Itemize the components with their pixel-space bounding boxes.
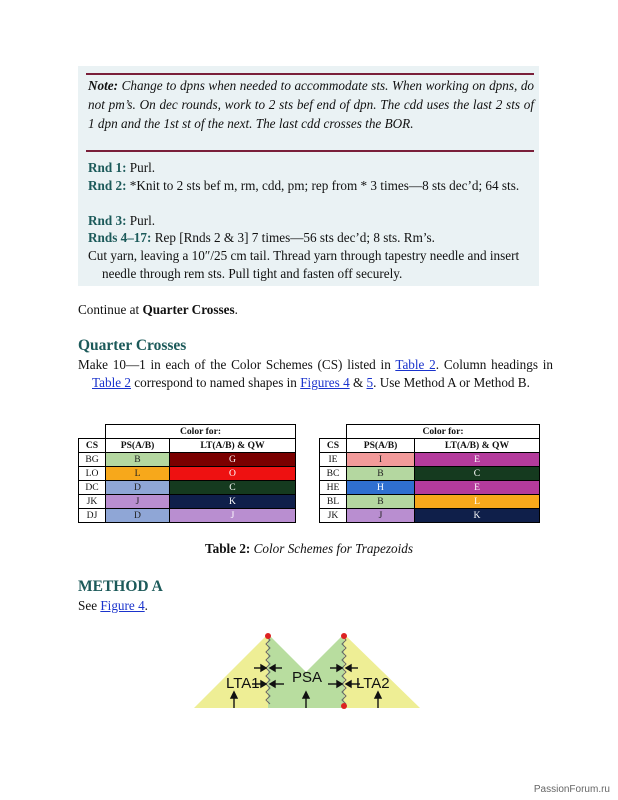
ps-color-cell: D [106, 481, 170, 495]
lt-color-cell: E [415, 481, 540, 495]
table-2-link[interactable]: Table 2 [395, 357, 436, 372]
color-for-header: Color for: [347, 425, 540, 439]
lt-color-cell: K [415, 509, 540, 523]
color-scheme-table-left [78, 424, 296, 523]
color-scheme-row [79, 453, 296, 467]
rounds-4-17 [88, 229, 534, 247]
round-label: Rnd 2: [88, 178, 127, 193]
round-label: Rnd 3: [88, 213, 127, 228]
psa-label: PSA [292, 669, 323, 686]
quarter-crosses-paragraph [78, 356, 553, 392]
lt-header: LT(A/B) & QW [415, 439, 540, 453]
color-scheme-row [320, 453, 540, 467]
method-a-heading: METHOD A [78, 578, 163, 595]
continue-suffix: . [234, 302, 238, 317]
cs-cell: BL [320, 495, 347, 509]
lt-color-cell: O [170, 467, 296, 481]
round-1 [88, 159, 534, 177]
qc-text-1: Make 10—1 in each of the Color Schemes (CS) listed in [78, 357, 396, 372]
method-a-see [78, 597, 539, 615]
lt-color-cell: E [415, 453, 540, 467]
cs-cell: JK [320, 509, 347, 523]
ps-header: PS(A/B) [106, 439, 170, 453]
ps-color-cell: H [347, 481, 415, 495]
left-top-marker [265, 633, 271, 639]
cs-cell: JK [79, 495, 106, 509]
quarter-crosses-heading: Quarter Crosses [78, 337, 187, 354]
qc-text-4: . Use Method A or Method B. [373, 375, 530, 390]
round-text: Purl. [129, 213, 156, 228]
round-2 [88, 177, 548, 195]
round-text: *Knit to 2 sts bef m, rm, cdd, pm; rep from * 3 times—8 sts dec’d; 64 sts. [129, 178, 520, 193]
lt-header: LT(A/B) & QW [170, 439, 296, 453]
cs-cell: LO [79, 467, 106, 481]
caption-text: Color Schemes for Trapezoids [253, 541, 413, 556]
ps-color-cell: B [347, 495, 415, 509]
watermark-footer: PassionForum.ru [533, 784, 610, 795]
color-scheme-row [320, 509, 540, 523]
round-label: Rnds 4–17: [88, 230, 152, 245]
qc-text-2: . Column headings in [435, 357, 553, 372]
see-prefix: See [78, 598, 101, 613]
round-text: Purl. [129, 160, 156, 175]
ps-color-cell: J [347, 509, 415, 523]
cs-header: CS [320, 439, 347, 453]
lta1-label: LTA1 [226, 675, 260, 692]
figures-4-link[interactable]: Figures 4 [300, 375, 350, 390]
lta2-label: LTA2 [356, 675, 390, 692]
ps-color-cell: B [106, 453, 170, 467]
color-for-header: Color for: [106, 425, 296, 439]
note-label: Note: [88, 78, 119, 93]
caption-label: Table 2: [205, 541, 251, 556]
see-suffix: . [144, 598, 148, 613]
round-3 [88, 212, 534, 230]
continue-prefix: Continue at [78, 302, 143, 317]
note-paragraph [88, 77, 534, 133]
lt-color-cell: C [415, 467, 540, 481]
cs-cell: IE [320, 453, 347, 467]
right-bottom-marker [341, 703, 347, 709]
color-scheme-row [79, 495, 296, 509]
cs-cell: BC [320, 467, 347, 481]
cs-cell: HE [320, 481, 347, 495]
qc-amp: & [349, 375, 367, 390]
cs-cell: DJ [79, 509, 106, 523]
table-caption [0, 541, 618, 557]
right-top-marker [341, 633, 347, 639]
cs-cell: DC [79, 481, 106, 495]
ps-color-cell: B [347, 467, 415, 481]
note-top-rule [86, 73, 534, 75]
round-text: Rep [Rnds 2 & 3] 7 times—56 sts dec’d; 8 sts. Rm’s. [154, 230, 435, 245]
ps-header: PS(A/B) [347, 439, 415, 453]
continue-target: Quarter Crosses [142, 302, 235, 317]
color-scheme-table-right [319, 424, 540, 523]
round-label: Rnd 1: [88, 160, 127, 175]
ps-color-cell: J [106, 495, 170, 509]
lt-color-cell: G [170, 453, 296, 467]
blank-cell [320, 425, 347, 439]
table-2-link[interactable]: Table 2 [92, 375, 131, 390]
cut-yarn-text: Cut yarn, leaving a 10″/25 cm tail. Thread yarn through tapestry needle and insert needle through rem sts. Pull tight and fasten off securely. [88, 248, 520, 281]
lt-color-cell: K [170, 495, 296, 509]
color-scheme-row [79, 467, 296, 481]
color-scheme-row [320, 467, 540, 481]
ps-color-cell: L [106, 467, 170, 481]
figure-4-diagram [180, 628, 440, 712]
lt-color-cell: C [170, 481, 296, 495]
ps-color-cell: D [106, 509, 170, 523]
figure-4-link[interactable]: Figure 4 [100, 598, 145, 613]
color-scheme-row [79, 481, 296, 495]
lt-color-cell: J [170, 509, 296, 523]
qc-text-3: correspond to named shapes in [131, 375, 301, 390]
cs-header: CS [79, 439, 106, 453]
note-bottom-rule [86, 150, 534, 152]
color-scheme-row [320, 481, 540, 495]
cs-cell: BG [79, 453, 106, 467]
note-text: Change to dpns when needed to accommodate sts. When working on dpns, do not pm’s. On dec rounds, work to 2 sts bef end of dpn. The cdd uses the last 2 sts of 1 dpn and the 1st st of the next. The last cdd crosses the BOR. [88, 78, 535, 131]
right-triangle-shape [344, 634, 420, 708]
figure-5-link[interactable]: 5 [366, 375, 374, 390]
blank-cell [79, 425, 106, 439]
lt-color-cell: L [415, 495, 540, 509]
continue-paragraph [78, 301, 539, 319]
ps-color-cell: I [347, 453, 415, 467]
color-scheme-row [79, 509, 296, 523]
color-scheme-row [320, 495, 540, 509]
